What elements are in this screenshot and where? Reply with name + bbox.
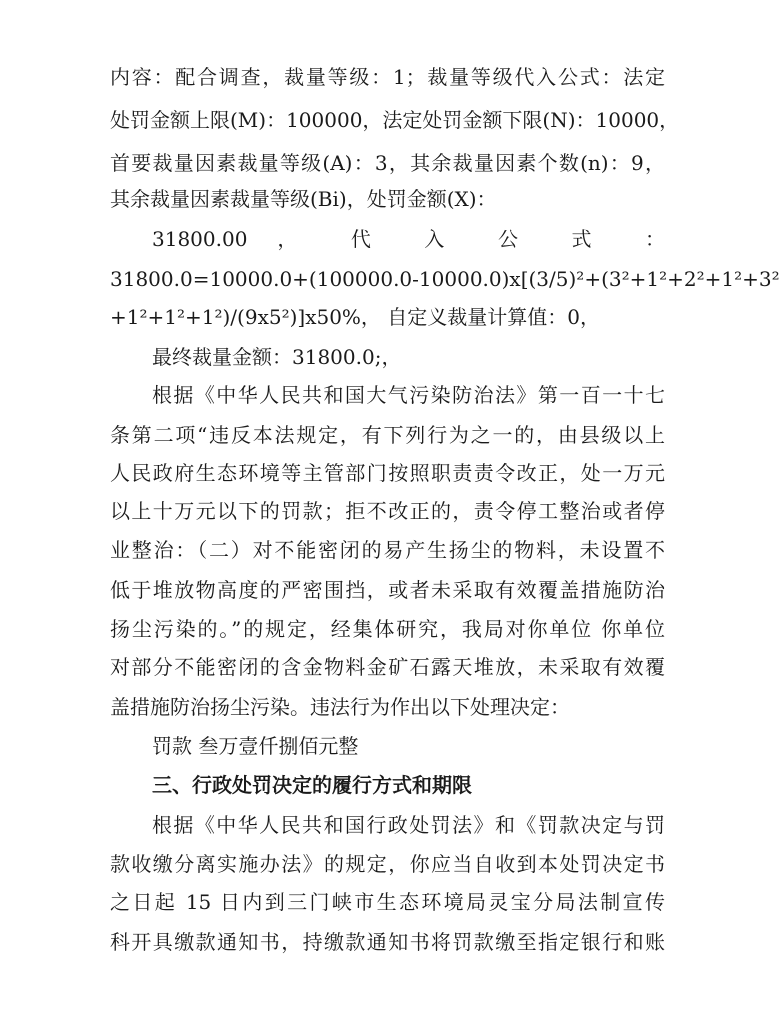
text-line: 最终裁量金额：31800.0;， bbox=[152, 345, 402, 369]
text-line: 其余裁量因素裁量等级(Bi)，处罚金额(X)： bbox=[110, 187, 497, 211]
paragraph-start: 根据《中华人民共和国行政处罚法》和《罚款决定与罚 bbox=[152, 813, 665, 837]
text-line: 对部分不能密闭的含金物料金矿石露天堆放，未采取有效覆 bbox=[110, 655, 665, 679]
paragraph-start: 根据《中华人民共和国大气污染防治法》第一百一十七 bbox=[152, 383, 665, 407]
text-line: 内容：配合调查，裁量等级：1；裁量等级代入公式：法定 bbox=[110, 65, 665, 89]
text-line: 处罚金额上限(M)：100000，法定处罚金额下限(N)：10000， bbox=[110, 108, 680, 132]
text-line: 扬尘污染的。”的规定，经集体研究，我局对你单位 你单位 bbox=[110, 617, 665, 641]
text-line: 条第二项“违反本法规定，有下列行为之一的，由县级以上 bbox=[110, 423, 665, 447]
penalty-amount: 罚款 叁万壹仟捌佰元整 bbox=[152, 734, 359, 758]
text-line: 业整治：（二）对不能密闭的易产生扬尘的物料，未设置不 bbox=[110, 538, 665, 562]
text-line: 31800.00 ， 代 入 公 式 ： bbox=[152, 227, 665, 251]
section-heading: 三、行政处罚决定的履行方式和期限 bbox=[152, 773, 472, 797]
text-line: 之日起 15 日内到三门峡市生态环境局灵宝分局法制宣传 bbox=[110, 890, 665, 914]
formula-line: +1²+1²+1²)/(9x5²)]x50%， 自定义裁量计算值：0， bbox=[110, 305, 601, 329]
text-line: 科开具缴款通知书，持缴款通知书将罚款缴至指定银行和账 bbox=[110, 930, 665, 954]
text-line: 款收缴分离实施办法》的规定，你应当自收到本处罚决定书 bbox=[110, 852, 665, 876]
formula-line: 31800.0=10000.0+(100000.0-10000.0)x[(3/5)²+(3²+1²+2²+1²+3² bbox=[110, 267, 780, 291]
text-line: 盖措施防治扬尘污染。违法行为作出以下处理决定： bbox=[110, 695, 570, 719]
text-line: 人民政府生态环境等主管部门按照职责责令改正，处一万元 bbox=[110, 461, 665, 485]
text-line: 首要裁量因素裁量等级(A)：3，其余裁量因素个数(n)：9， bbox=[110, 151, 665, 175]
text-line: 以上十万元以下的罚款；拒不改正的，责令停工整治或者停 bbox=[110, 499, 665, 523]
text-line: 低于堆放物高度的严密围挡，或者未采取有效覆盖措施防治 bbox=[110, 578, 665, 602]
